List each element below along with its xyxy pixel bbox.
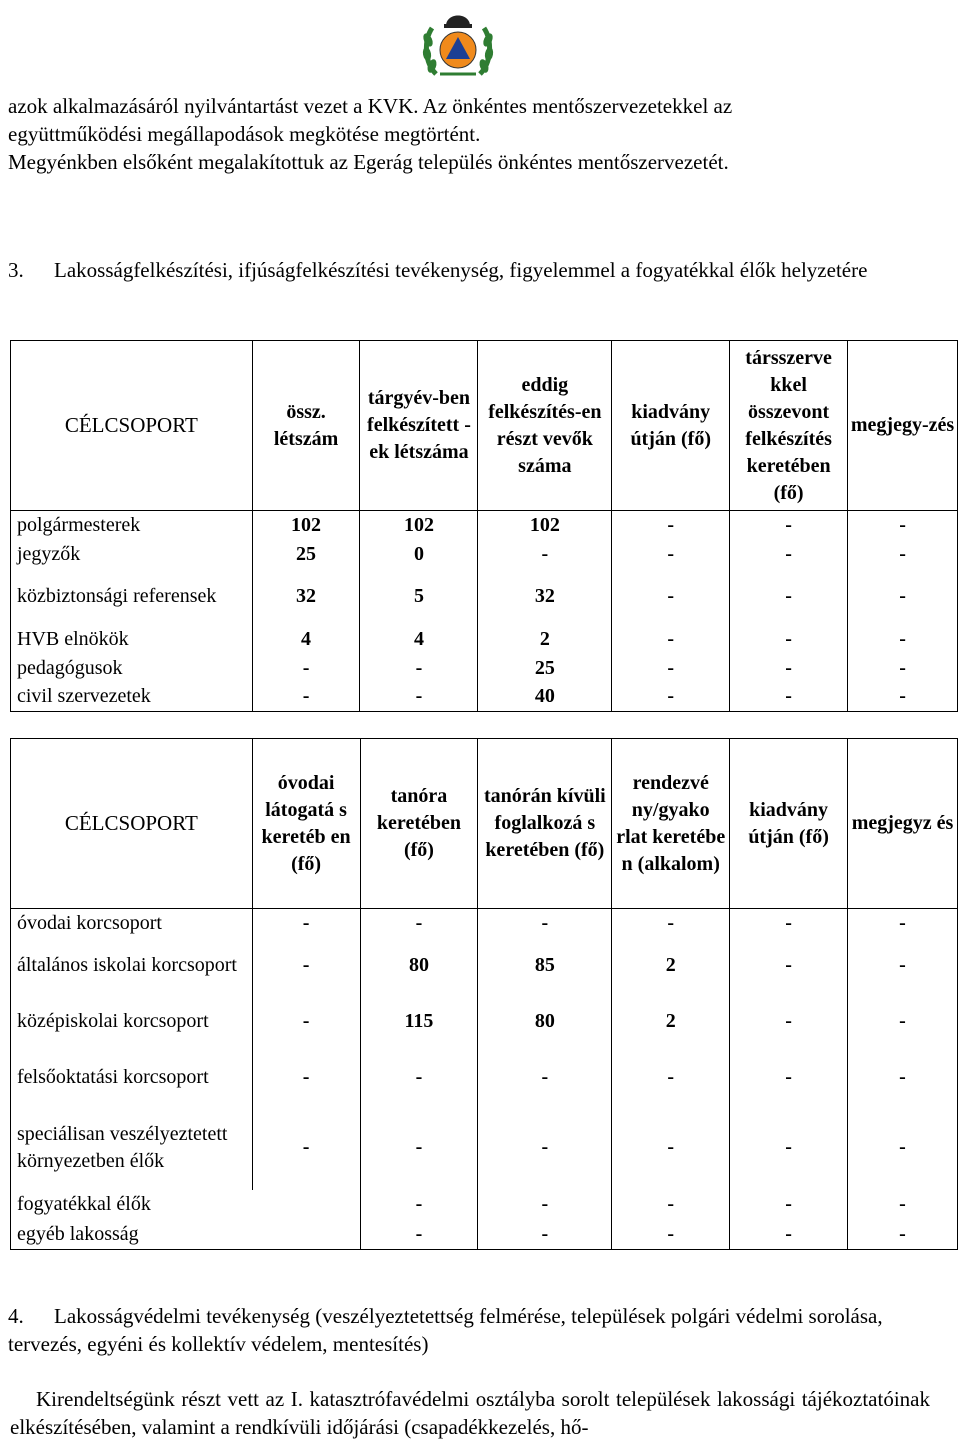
cell: 2 (612, 994, 730, 1050)
cell: 2 (612, 938, 730, 994)
cell: - (848, 994, 958, 1050)
table-row (11, 511, 958, 540)
cell: - (848, 654, 958, 683)
cell: - (478, 1190, 612, 1220)
cell: 80 (360, 938, 478, 994)
row-label: óvodai korcsoport (11, 909, 253, 938)
table-row (11, 938, 958, 994)
cell: - (360, 1106, 478, 1190)
civil-protection-emblem-icon (418, 4, 498, 82)
cell: - (730, 540, 848, 569)
cell: 85 (478, 938, 612, 994)
cell: - (848, 1050, 958, 1106)
cell: - (612, 1050, 730, 1106)
cell: 2 (478, 625, 612, 654)
cell: 102 (360, 511, 478, 540)
training-table-youth (10, 738, 958, 1250)
column-header: társszerve kkel összevont felkészítés keretében (fő) (730, 341, 848, 511)
cell: 40 (478, 683, 612, 712)
table-row (11, 540, 958, 569)
column-header: eddig felkészítés-en részt vevők száma (478, 341, 612, 511)
row-label: fogyatékkal élők (11, 1190, 361, 1220)
closing-text: Kirendeltségünk részt vett az I. katasztrófavédelmi osztályba sorolt települések lakossági tájékoztatóinak elkészítésében, valamint a rendkívüli időjárási (csapadékkezelés, hő- (10, 1387, 930, 1439)
section-3-heading (8, 256, 948, 284)
cell: - (252, 938, 360, 994)
cell: - (730, 938, 848, 994)
section-title: Lakosságfelkészítési, ifjúságfelkészítési tevékenység, figyelemmel a fogyatékkal élők helyzetére (54, 258, 868, 282)
intro-paragraph (8, 92, 948, 176)
cell: - (730, 1190, 848, 1220)
column-header: tárgyév-ben felkészített -ek létszáma (360, 341, 478, 511)
training-table-adults (10, 340, 958, 712)
cell: - (478, 1106, 612, 1190)
cell: 0 (360, 540, 478, 569)
cell: - (252, 994, 360, 1050)
closing-paragraph (10, 1385, 930, 1441)
cell: - (360, 1050, 478, 1106)
column-header: megjegyz és (848, 739, 958, 909)
column-header: tanóra keretében (fő) (360, 739, 478, 909)
cell: 80 (478, 994, 612, 1050)
row-label: általános iskolai korcsoport (11, 938, 253, 994)
row-label: jegyzők (11, 540, 253, 569)
cell: - (612, 511, 730, 540)
cell: 32 (252, 569, 360, 625)
table-row (11, 654, 958, 683)
column-header: CÉLCSOPORT (11, 341, 253, 511)
cell: - (730, 1106, 848, 1190)
cell: - (730, 625, 848, 654)
cell: - (730, 994, 848, 1050)
cell: - (360, 1190, 478, 1220)
column-header: tanórán kívüli foglalkozá s keretében (fő) (478, 739, 612, 909)
row-label: pedagógusok (11, 654, 253, 683)
cell: - (612, 625, 730, 654)
cell: 25 (252, 540, 360, 569)
cell: - (848, 511, 958, 540)
cell: 5 (360, 569, 478, 625)
cell: - (612, 909, 730, 938)
row-label: felsőoktatási korcsoport (11, 1050, 253, 1106)
column-header: óvodai látogatá s keretéb en (fő) (252, 739, 360, 909)
cell: - (478, 909, 612, 938)
cell: - (360, 654, 478, 683)
column-header: össz. létszám (252, 341, 360, 511)
cell: - (612, 683, 730, 712)
cell: - (730, 569, 848, 625)
section-4-heading (8, 1302, 948, 1358)
row-label: polgármesterek (11, 511, 253, 540)
cell: - (848, 540, 958, 569)
table-row (11, 994, 958, 1050)
cell: - (730, 1220, 848, 1250)
column-header: kiadvány útján (fő) (730, 739, 848, 909)
cell: - (478, 540, 612, 569)
cell: - (848, 1106, 958, 1190)
cell: - (612, 1220, 730, 1250)
cell: 4 (252, 625, 360, 654)
cell: - (848, 569, 958, 625)
intro-line: Megyénkben elsőként megalakítottuk az Egerág település önkéntes mentőszervezetét. (8, 150, 729, 174)
cell: - (612, 1190, 730, 1220)
table-row (11, 625, 958, 654)
cell: 32 (478, 569, 612, 625)
cell: - (252, 1106, 360, 1190)
table-row (11, 1106, 958, 1190)
cell: 4 (360, 625, 478, 654)
cell: - (730, 654, 848, 683)
intro-line: együttműködési megállapodások megkötése megtörtént. (8, 122, 481, 146)
column-header: rendezvé ny/gyako rlat keretébe n (alkalom) (612, 739, 730, 909)
row-label: HVB elnökök (11, 625, 253, 654)
section-number: 3. (8, 258, 24, 282)
cell: 102 (478, 511, 612, 540)
cell: - (612, 569, 730, 625)
column-header: CÉLCSOPORT (11, 739, 253, 909)
table-row (11, 1190, 958, 1220)
table-row (11, 569, 958, 625)
cell: - (612, 654, 730, 683)
cell: - (730, 511, 848, 540)
cell: - (360, 909, 478, 938)
table-row (11, 1220, 958, 1250)
intro-line: azok alkalmazásáról nyilvántartást vezet a KVK. Az önkéntes mentőszervezetekkel az (8, 94, 733, 118)
row-label: egyéb lakosság (11, 1220, 361, 1250)
row-label: civil szervezetek (11, 683, 253, 712)
cell: - (848, 909, 958, 938)
row-label: speciálisan veszélyeztetett környezetben élők (11, 1106, 253, 1190)
cell: - (848, 1190, 958, 1220)
cell: - (612, 540, 730, 569)
cell: - (252, 683, 360, 712)
column-header: kiadvány útján (fő) (612, 341, 730, 511)
cell: - (478, 1050, 612, 1106)
cell: 115 (360, 994, 478, 1050)
cell: 102 (252, 511, 360, 540)
cell: - (730, 683, 848, 712)
cell: - (252, 909, 360, 938)
cell: - (848, 683, 958, 712)
table-row (11, 683, 958, 712)
section-title: Lakosságvédelmi tevékenység (veszélyeztetettség felmérése, települések polgári védelmi sorolása, tervezés, egyéni és kollektív védelem, mentesítés) (8, 1304, 883, 1356)
row-label: középiskolai korcsoport (11, 994, 253, 1050)
cell: - (612, 1106, 730, 1190)
cell: - (478, 1220, 612, 1250)
cell: - (360, 683, 478, 712)
cell: - (730, 1050, 848, 1106)
cell: - (848, 938, 958, 994)
cell: - (848, 1220, 958, 1250)
cell: 25 (478, 654, 612, 683)
cell: - (252, 1050, 360, 1106)
section-number: 4. (8, 1304, 24, 1328)
cell: - (252, 654, 360, 683)
table-row (11, 1050, 958, 1106)
row-label: közbiztonsági referensek (11, 569, 253, 625)
column-header: megjegy-zés (848, 341, 958, 511)
cell: - (730, 909, 848, 938)
cell: - (848, 625, 958, 654)
table-row (11, 909, 958, 938)
cell: - (360, 1220, 478, 1250)
